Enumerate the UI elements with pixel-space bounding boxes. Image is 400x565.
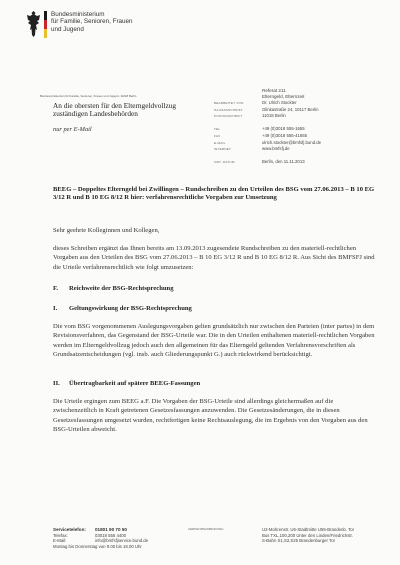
intro-paragraph: dieses Schreiben ergänzt das Ihnen bereits am 13.09.2013 zugesendete Rundschreiben zu den materiell-rechtlichen Vorgaben aus den Urteilen des BSG vom 27.06.2013 – B 10 EG 3/12 R und B 10 EG 8/12 R. Aus Sicht des BMFSFJ sind die Urteile verfahrensrechtlich wie folgt umzusetzen: <box>53 245 375 271</box>
fax-label: Telefax: <box>53 532 68 538</box>
ministry-name <box>51 11 133 33</box>
meta-value: +49 (0)3018 555-1655 <box>262 126 305 132</box>
delivery-note: nur per E-Mail <box>53 126 92 133</box>
mail-label: E-Mail: <box>53 538 67 544</box>
flag-black <box>44 11 47 20</box>
ministry-line: Bundesministerium <box>51 11 105 18</box>
meta-row <box>214 113 394 120</box>
transport-line: S-Bahn S1,S2,S25 Brandenburger Tor <box>262 538 336 544</box>
meta-row <box>214 153 394 160</box>
meta-label: INTERNET <box>214 147 232 152</box>
meta-label: FAX <box>214 133 221 138</box>
meta-value: www.bmfsfj.de <box>262 146 290 152</box>
footer-service <box>53 527 148 549</box>
addressee <box>53 102 223 119</box>
service-hours: Montag bis Donnerstag von 9.00 bis 18.00 Uhr <box>53 543 142 549</box>
meta-row <box>214 126 394 133</box>
flag-red <box>44 20 47 29</box>
transport-line: Bus TXL,100,200 Unter den Linden/Friedrichstr. <box>262 532 353 538</box>
meta-label: HAUSANSCHRIFT <box>214 107 243 112</box>
meta-row <box>214 107 394 114</box>
meta-value: 11018 Berlin <box>262 113 286 119</box>
paragraph: Die Urteile ergingen zum BEEG a.F. Die Vorgaben der BSG-Urteile sind allerdings gleichermaßen auf die zwischenzeitlich in Kraft getretenen Gesetzesfassungen anzuwenden. Die Gesetzesänderungen, die in diesen Gesetzesfassungen umgesetzt wurden, rechtfertigen keine Rechtsauslegung, die im Ergebnis von den Vorgaben aus den BSG-Urteilen abweicht. <box>53 398 368 434</box>
meta-value: ulrich.stockter@bmfsfj.bund.de <box>262 139 322 145</box>
section-heading <box>53 380 200 387</box>
section-title: Reichweite der BSG-Rechtsprechung <box>69 285 174 292</box>
section-number: I. <box>53 305 58 312</box>
section-heading <box>53 305 192 312</box>
meta-value: +49 (0)3018 555-41655 <box>262 132 308 138</box>
transport-line: U2-Mohrenstr. U6-Stadtmitte U55-Brandenb. Tor <box>262 527 355 532</box>
fax-number: 03018 555 4400 <box>95 532 127 538</box>
meta-label: TEL <box>214 127 221 132</box>
flag-gold <box>44 29 47 38</box>
section-heading <box>53 285 174 292</box>
ministry-line: und Jugend <box>51 25 84 33</box>
meta-value: Glinkastraße 24, 10117 Berlin <box>262 106 319 112</box>
addressee-line: zuständigen Landesbehörden <box>53 109 138 119</box>
german-flag-bar <box>44 11 47 38</box>
transport-label: VERKEHRSANBINDUNG <box>188 527 224 531</box>
paragraph: Die vom BSG vorgenommenen Auslegungsvorgaben gelten grundsätzlich nur zwischen den Parteien (inter partes) in dem Revisionsverfahren, das Gegenstand der BSG-Urteile war. Die in den Urteilen enthaltenen materiell-rechtlichen Vorgaben werden im Elterngeldvollzug jedoch auch den allgemeinen für das Elterngeld geltenden Verfahrensvorschriften als Grundsatzentscheidungen (vgl. insb. auch Gliederungspunkt G.) auch rückwirkend berücksichtigt. <box>53 323 375 359</box>
meta-row <box>214 159 394 166</box>
footer-row <box>53 538 148 544</box>
ministry-line: für Familie, Senioren, Frauen <box>51 18 133 26</box>
service-label: Servicetelefon: <box>53 527 86 532</box>
sender-return-line: Bundesministerium für Familie, Senioren, Frauen und Jugend, 11018 Berlin <box>40 94 137 98</box>
meta-row <box>214 140 394 147</box>
addressee-line: An die obersten für den Elterngeldvollzug <box>53 101 176 110</box>
reference-block <box>262 88 304 99</box>
meta-label: ORT, DATUM <box>214 160 235 165</box>
section-title: Geltungswirkung der BSG-Rechtsprechung <box>69 305 192 312</box>
contact-meta <box>214 100 394 166</box>
meta-label: BEARBEITET VON <box>214 101 244 105</box>
meta-row <box>214 146 394 153</box>
meta-label: E-MAIL <box>214 140 226 145</box>
reference-line: Referat 211 <box>262 88 286 93</box>
meta-value: Berlin, den 11.11.2013 <box>262 159 305 165</box>
federal-eagle-icon <box>26 10 41 38</box>
subject-line: BEEG – Doppeltes Elterngeld bei Zwillingen – Rundschreiben zu den Urteilen des BSG vom 27.06.2013 – B 10 EG 3/12 R und B 10 EG 8/12 R hier: verfahrensrechtliche Vorgaben zur Umsetzung <box>53 186 375 202</box>
service-number: 01801 90 70 50 <box>95 527 127 532</box>
mail-address: info@bmfsfjservice.bund.de <box>95 538 149 544</box>
salutation: Sehr geehrte Kolleginnen und Kollegen, <box>53 227 160 234</box>
meta-row <box>214 120 394 127</box>
meta-row <box>214 133 394 140</box>
meta-row <box>214 100 394 107</box>
section-number: F. <box>53 285 59 292</box>
footer-transport <box>262 527 354 544</box>
meta-value: Dr. Ulrich Stockter <box>262 100 297 105</box>
section-number: II. <box>53 380 60 387</box>
reference-line: Elterngeld, Elternzeit <box>262 93 305 99</box>
section-title: Übertragbarkeit auf spätere BEEG-Fassungen <box>69 380 201 387</box>
meta-label: POSTANSCHRIFT <box>214 114 243 119</box>
